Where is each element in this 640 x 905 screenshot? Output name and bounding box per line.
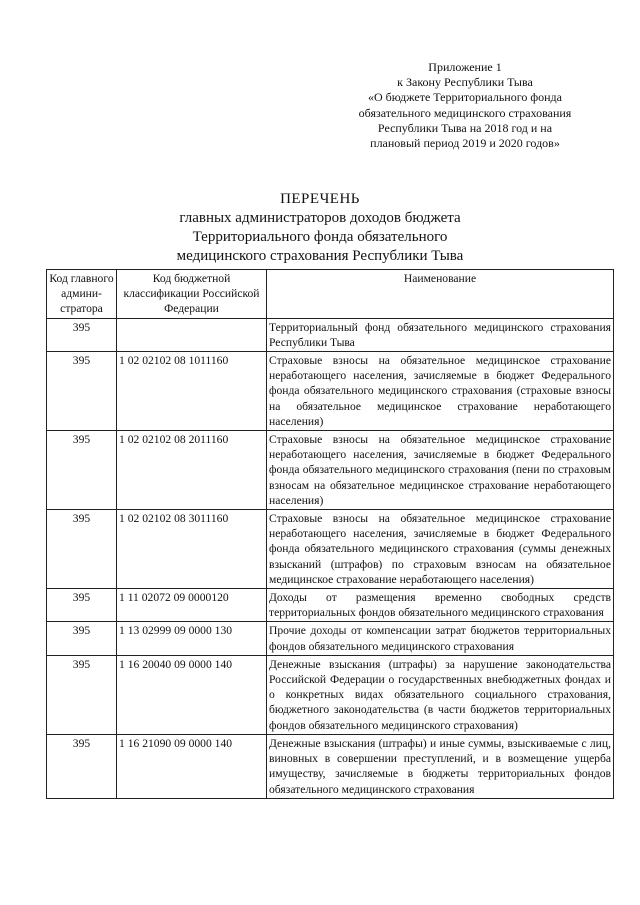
name-cell: Доходы от размещения временно свободных средств территориальных фондов обязательного медицинского страхования bbox=[267, 589, 614, 622]
admin-code-cell: 395 bbox=[47, 734, 117, 798]
name-cell: Страховые взносы на обязательное медицинское страхование неработающего населения, зачисляемые в бюджет Федерального фонда обязательного медицинского страхования (суммы денежных взысканий (штрафов) по страховым взносам на обязательное медицинское страхование неработающего населения) bbox=[267, 510, 614, 589]
kbk-code-cell: 1 02 02102 08 2011160 bbox=[117, 431, 267, 510]
admin-code-cell: 395 bbox=[47, 589, 117, 622]
table-row bbox=[47, 510, 614, 589]
kbk-code-cell: 1 13 02999 09 0000 130 bbox=[117, 622, 267, 655]
kbk-code-cell: 1 02 02102 08 3011160 bbox=[117, 510, 267, 589]
appendix-line: к Закону Республики Тыва bbox=[397, 75, 533, 90]
kbk-code-cell: 1 16 20040 09 0000 140 bbox=[117, 655, 267, 734]
admin-code-cell: 395 bbox=[47, 431, 117, 510]
appendix-line: обязательного медицинского страхования bbox=[358, 105, 572, 120]
name-cell: Территориальный фонд обязательного медицинского страхования Республики Тыва bbox=[267, 318, 614, 351]
name-cell: Прочие доходы от компенсации затрат бюджетов территориальных фондов обязательного медицинского страхования bbox=[267, 622, 614, 655]
header-name: Наименование bbox=[267, 270, 614, 319]
appendix-line: Приложение 1 bbox=[428, 60, 502, 74]
header-kbk-code: Код бюджетной классификации Российской Федерации bbox=[117, 270, 267, 319]
admin-code-cell: 395 bbox=[47, 352, 117, 431]
title-line: медицинского страхования Республики Тыва bbox=[176, 248, 464, 264]
admin-code-cell: 395 bbox=[47, 318, 117, 351]
admin-code-cell: 395 bbox=[47, 510, 117, 589]
name-cell: Денежные взыскания (штрафы) и иные суммы, взыскиваемые с лиц, виновных в совершении преступлений, и в возмещение ущерба имуществу, зачисляемые в бюджеты территориальных фондов обязательного медицинского страхования bbox=[267, 734, 614, 798]
table-row bbox=[47, 352, 614, 431]
header-admin-code: Код главного админи-стратора bbox=[47, 270, 117, 319]
appendix-line: «О бюджете Территориального фонда bbox=[368, 90, 562, 105]
admin-code-cell: 395 bbox=[47, 655, 117, 734]
appendix-line: Республики Тыва на 2018 год и на bbox=[377, 120, 553, 135]
admin-code-cell: 395 bbox=[47, 622, 117, 655]
name-cell: Страховые взносы на обязательное медицинское страхование неработающего населения, зачисляемые в бюджет Федерального фонда обязательного медицинского страхования (пени по страховым взносам на обязательное медицинское страхование неработающего населения) bbox=[267, 431, 614, 510]
title-line: Территориального фонда обязательного bbox=[192, 229, 448, 245]
revenue-administrators-table bbox=[46, 269, 614, 799]
kbk-code-cell bbox=[117, 318, 267, 351]
name-cell: Страховые взносы на обязательное медицинское страхование неработающего населения, зачисляемые в бюджет Федерального фонда обязательного медицинского страхования (страховые взносы на обязательное медицинское страхование неработающего населения) bbox=[267, 352, 614, 431]
kbk-code-cell: 1 16 21090 09 0000 140 bbox=[117, 734, 267, 798]
appendix-line: плановый период 2019 и 2020 годов» bbox=[370, 136, 560, 151]
kbk-code-cell: 1 02 02102 08 1011160 bbox=[117, 352, 267, 431]
document-title bbox=[0, 190, 640, 266]
table-row bbox=[47, 622, 614, 655]
table-row bbox=[47, 734, 614, 798]
title-heading: ПЕРЕЧЕНЬ bbox=[280, 191, 360, 207]
table-row bbox=[47, 318, 614, 351]
table-row bbox=[47, 655, 614, 734]
table-row bbox=[47, 589, 614, 622]
title-line: главных администраторов доходов бюджета bbox=[179, 210, 461, 226]
name-cell: Денежные взыскания (штрафы) за нарушение законодательства Российской Федерации о государственных внебюджетных фондах и о конкретных видах обязательного социального страхования, бюджетного законодательства (в части бюджетов территориальных фондов обязательного медицинского страхования) bbox=[267, 655, 614, 734]
appendix-block bbox=[330, 60, 600, 151]
table-row bbox=[47, 431, 614, 510]
table-header-row bbox=[47, 270, 614, 319]
kbk-code-cell: 1 11 02072 09 0000120 bbox=[117, 589, 267, 622]
